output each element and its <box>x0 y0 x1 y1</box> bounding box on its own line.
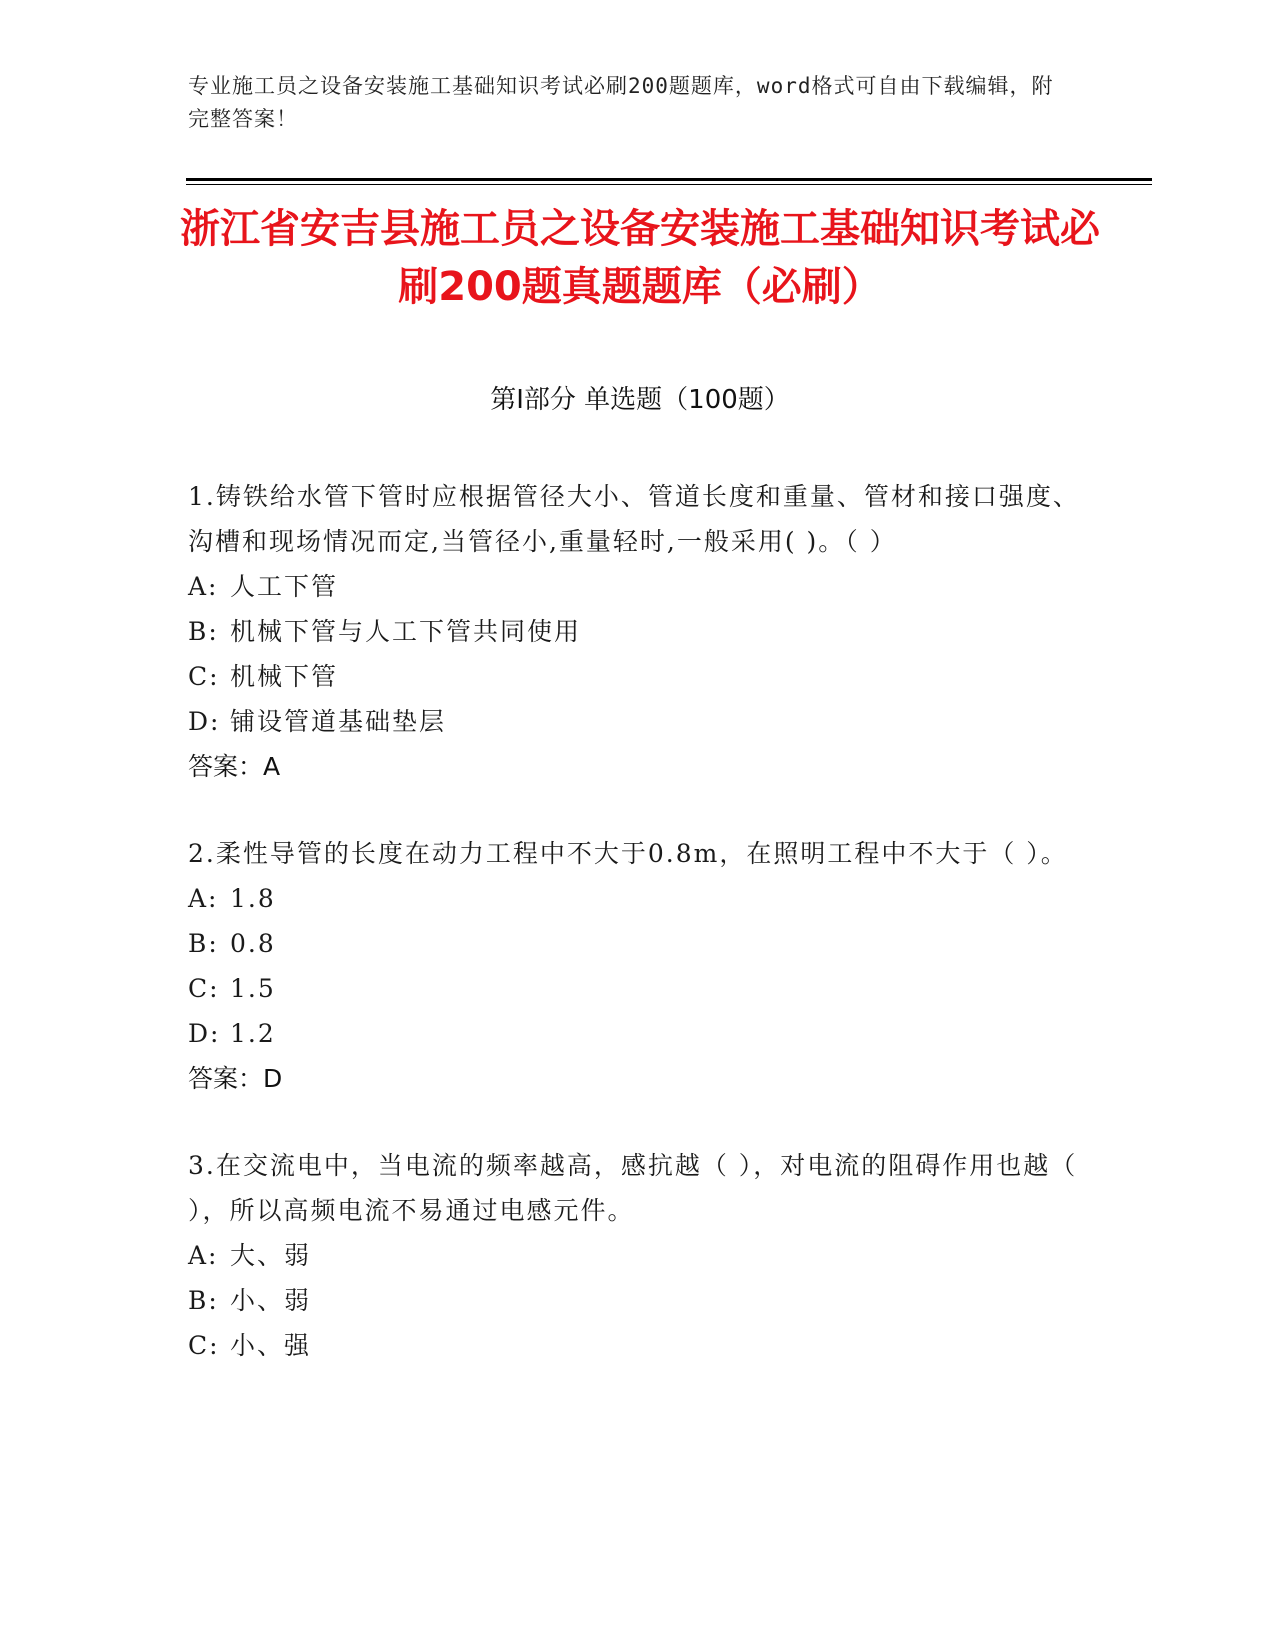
option-text: 0.8 <box>230 929 276 958</box>
question-stem: 2.柔性导管的长度在动力工程中不大于0.8m，在照明工程中不大于（ ）。 <box>188 839 1068 868</box>
option-d <box>188 1011 1080 1056</box>
option-text: 小、强 <box>230 1331 312 1360</box>
option-b <box>188 1278 1080 1323</box>
option-a <box>188 876 1080 921</box>
option-c <box>188 966 1080 1011</box>
option-key: A: <box>188 1241 219 1270</box>
option-key: A: <box>188 572 219 601</box>
answer-line: 答案：D <box>188 1064 283 1093</box>
option-key: D: <box>188 1019 221 1048</box>
option-text: 人工下管 <box>230 572 339 601</box>
option-text: 小、弱 <box>230 1286 312 1315</box>
answer-line: 答案：A <box>188 752 281 781</box>
option-text: 大、弱 <box>230 1241 312 1270</box>
option-key: B: <box>188 929 219 958</box>
option-key: B: <box>188 1286 219 1315</box>
question-list <box>188 474 1080 1410</box>
header-note: 专业施工员之设备安装施工基础知识考试必刷200题题库，word格式可自由下载编辑，附完整答案！ <box>188 74 1054 131</box>
option-key: D: <box>188 707 221 736</box>
option-key: C: <box>188 1331 220 1360</box>
option-a <box>188 564 1080 609</box>
option-c <box>188 1323 1080 1368</box>
option-c <box>188 654 1080 699</box>
question-stem: 1.铸铁给水管下管时应根据管径大小、管道长度和重量、管材和接口强度、沟槽和现场情况而定,当管径小,重量轻时,一般采用( )。（ ） <box>188 482 1080 556</box>
option-key: A: <box>188 884 219 913</box>
question-stem: 3.在交流电中，当电流的频率越高，感抗越（ ），对电流的阻碍作用也越（ ），所以高频电流不易通过电感元件。 <box>188 1151 1078 1225</box>
option-text: 机械下管 <box>230 662 339 691</box>
question-3 <box>188 1143 1080 1368</box>
option-text: 1.5 <box>230 974 276 1003</box>
question-2 <box>188 831 1080 1101</box>
document-title: 浙江省安吉县施工员之设备安装施工基础知识考试必刷200题真题题库（必刷） <box>180 206 1100 310</box>
option-text: 铺设管道基础垫层 <box>230 707 447 736</box>
option-a <box>188 1233 1080 1278</box>
option-text: 机械下管与人工下管共同使用 <box>230 617 582 646</box>
option-b <box>188 609 1080 654</box>
header-divider-thin <box>186 184 1152 185</box>
option-b <box>188 921 1080 966</box>
option-key: C: <box>188 662 220 691</box>
option-key: C: <box>188 974 220 1003</box>
header-divider-thick <box>186 178 1152 181</box>
option-d <box>188 699 1080 744</box>
option-text: 1.8 <box>230 884 276 913</box>
option-key: B: <box>188 617 219 646</box>
option-text: 1.2 <box>230 1019 276 1048</box>
section-title: 第Ⅰ部分 单选题（100题） <box>490 385 790 415</box>
question-1 <box>188 474 1080 789</box>
